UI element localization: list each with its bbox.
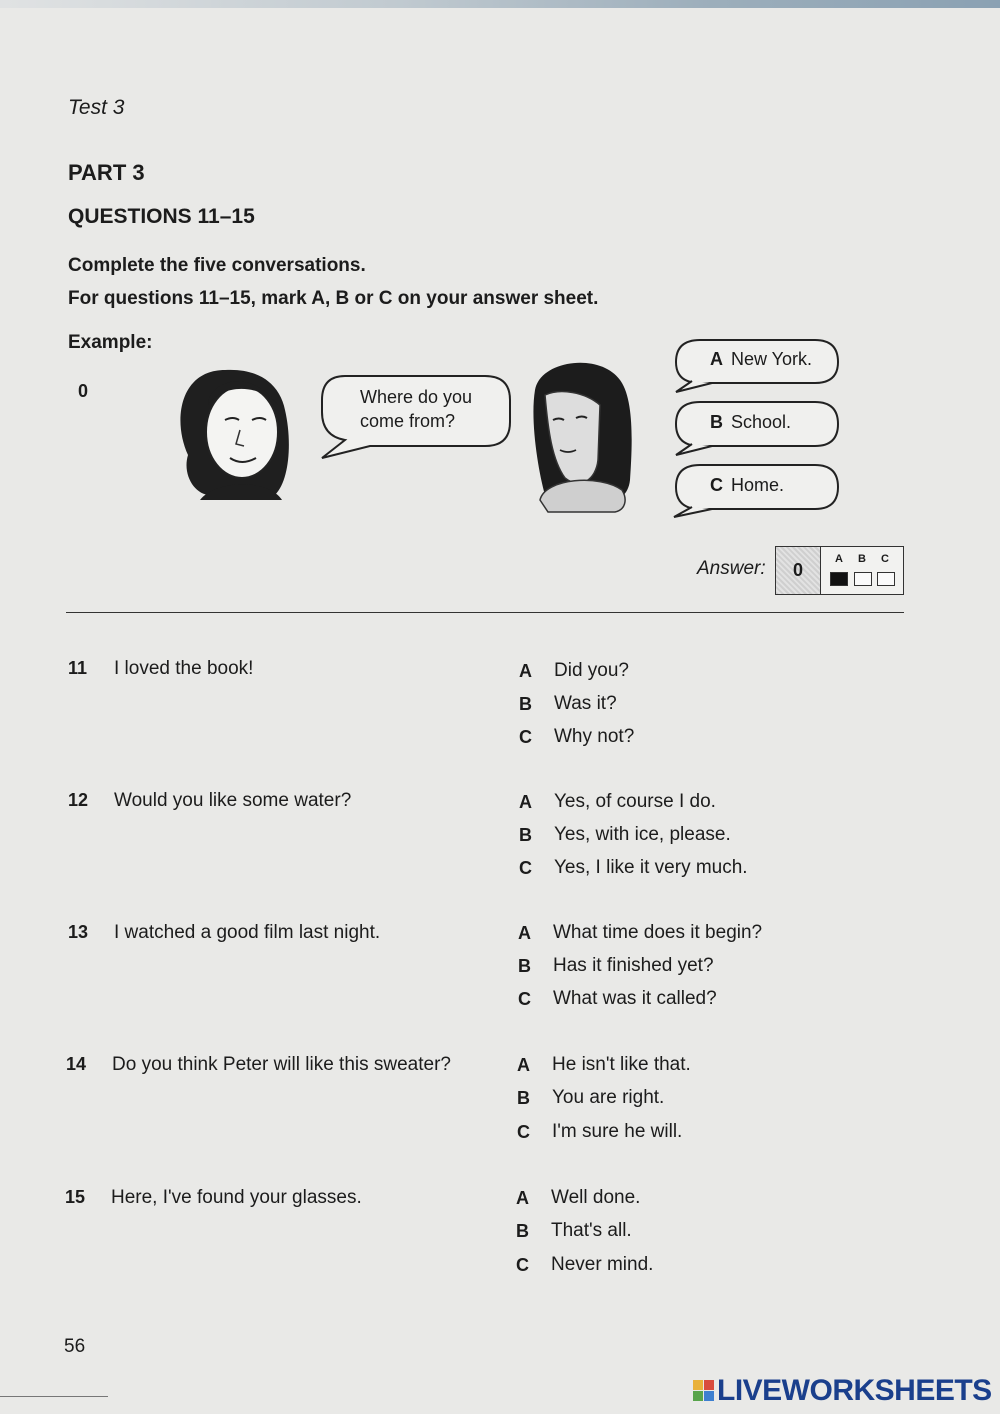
example-option-a[interactable] xyxy=(710,349,812,370)
example-option-b[interactable] xyxy=(710,412,791,433)
instruction-line-2: For questions 11–15, mark A, B or C on your answer sheet. xyxy=(68,288,599,309)
option-letter-c[interactable]: C xyxy=(517,1122,530,1142)
answer-label: Answer: xyxy=(697,558,766,579)
option-letter-a[interactable]: A xyxy=(517,1055,530,1075)
answer-box xyxy=(775,546,904,595)
option-letter-c[interactable]: C xyxy=(516,1255,529,1275)
option-letter-a[interactable]: A xyxy=(519,792,532,812)
option-letter-c[interactable]: C xyxy=(519,727,532,747)
liveworksheets-logo-icon xyxy=(693,1378,715,1404)
question-prompt: Here, I've found your glasses. xyxy=(111,1187,362,1208)
answer-cell-b[interactable] xyxy=(854,572,872,586)
questions-range: QUESTIONS 11–15 xyxy=(68,205,255,228)
question-prompt: Do you think Peter will like this sweater? xyxy=(112,1054,451,1075)
option-letter-b[interactable]: B xyxy=(517,1088,530,1108)
question-number: 11 xyxy=(68,658,88,678)
question-number: 15 xyxy=(65,1187,86,1207)
answer-number: 0 xyxy=(776,547,821,594)
example-label: Example: xyxy=(68,332,153,353)
option-letter-a[interactable]: A xyxy=(516,1188,529,1208)
option-text: School. xyxy=(731,412,792,432)
option-text-a[interactable]: What time does it begin? xyxy=(553,922,763,943)
option-letter-a[interactable]: A xyxy=(519,661,532,681)
option-text-a[interactable]: Well done. xyxy=(551,1187,641,1208)
answer-letter-c: C xyxy=(881,553,889,565)
example-question-line-2: come from? xyxy=(360,411,456,431)
instruction-line-1: Complete the five conversations. xyxy=(68,255,366,276)
part-title: PART 3 xyxy=(68,160,145,185)
answer-letter-b: B xyxy=(858,553,866,565)
question-number: 12 xyxy=(68,790,89,810)
option-letter: C xyxy=(710,475,723,495)
option-text-b[interactable]: You are right. xyxy=(552,1087,665,1108)
question-prompt: I watched a good film last night. xyxy=(114,922,381,943)
section-divider xyxy=(66,612,904,613)
option-text-b[interactable]: Has it finished yet? xyxy=(553,955,714,976)
test-label: Test 3 xyxy=(68,96,125,119)
woman-right-illustration xyxy=(533,363,631,512)
option-text-c[interactable]: I'm sure he will. xyxy=(552,1121,683,1142)
example-option-c[interactable] xyxy=(710,475,784,496)
example-number: 0 xyxy=(78,381,89,401)
liveworksheets-brand: LIVEWORKSHEETS xyxy=(717,1374,992,1407)
question-number: 13 xyxy=(68,922,89,942)
option-text-a[interactable]: He isn't like that. xyxy=(552,1054,691,1075)
option-letter-b[interactable]: B xyxy=(519,825,532,845)
option-letter-b[interactable]: B xyxy=(516,1221,529,1241)
option-letter-b[interactable]: B xyxy=(519,694,532,714)
option-letter: B xyxy=(710,412,723,432)
question-prompt: Would you like some water? xyxy=(114,790,352,811)
footer-rule xyxy=(0,1396,108,1397)
option-letter-c[interactable]: C xyxy=(519,858,532,878)
option-text-a[interactable]: Yes, of course I do. xyxy=(554,791,716,812)
woman-left-illustration xyxy=(180,370,288,500)
answer-letter-a: A xyxy=(835,553,843,565)
example-question-line-1: Where do you xyxy=(360,387,473,407)
option-letter-b[interactable]: B xyxy=(518,956,531,976)
question-prompt: I loved the book! xyxy=(114,658,254,679)
option-text-a[interactable]: Did you? xyxy=(554,660,629,681)
option-text-c[interactable]: Never mind. xyxy=(551,1254,654,1275)
example-illustration xyxy=(0,0,1000,620)
option-text-b[interactable]: Yes, with ice, please. xyxy=(554,824,731,845)
option-text: New York. xyxy=(731,349,813,369)
question-number: 14 xyxy=(66,1054,87,1074)
answer-cell-a[interactable] xyxy=(830,572,848,586)
option-text-c[interactable]: Yes, I like it very much. xyxy=(554,857,748,878)
option-text: Home. xyxy=(731,475,785,495)
page-number: 56 xyxy=(64,1336,86,1357)
option-text-b[interactable]: Was it? xyxy=(554,693,617,714)
answer-cell-c[interactable] xyxy=(877,572,895,586)
option-text-c[interactable]: Why not? xyxy=(554,726,635,747)
option-text-b[interactable]: That's all. xyxy=(551,1220,632,1241)
option-letter-a[interactable]: A xyxy=(518,923,531,943)
option-letter-c[interactable]: C xyxy=(518,989,531,1009)
option-letter: A xyxy=(710,349,723,369)
option-text-c[interactable]: What was it called? xyxy=(553,988,717,1009)
